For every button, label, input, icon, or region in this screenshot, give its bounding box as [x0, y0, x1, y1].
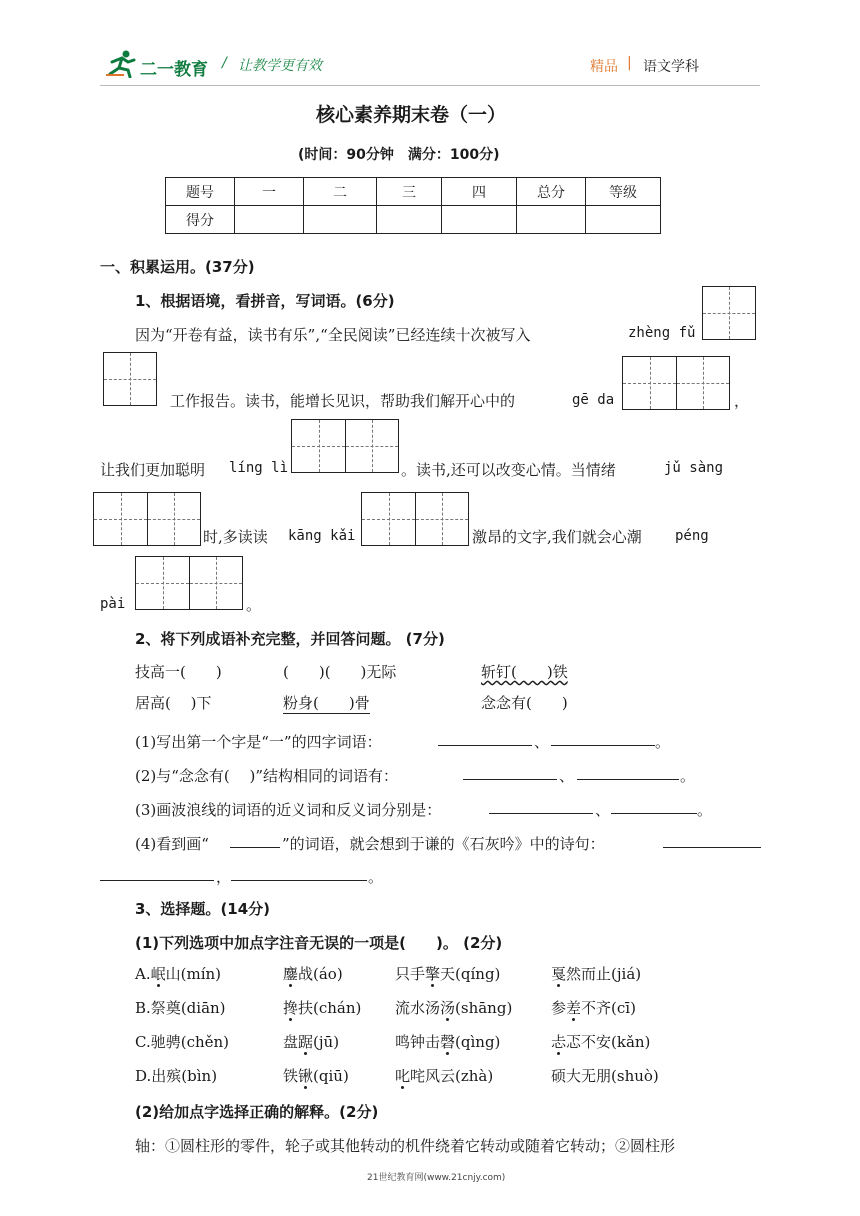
dotted-char: 差: [566, 999, 582, 1017]
q1-line3: 让我们更加聪明: [100, 461, 206, 479]
option-text: 硕: [551, 1067, 567, 1085]
answer-blank[interactable]: [438, 745, 532, 746]
option-label: D.: [135, 1067, 152, 1085]
dotted-char: 磬: [440, 1033, 456, 1051]
q2-sub3: (3)画波浪线的词语的近义词和反义词分别是：: [135, 801, 442, 819]
header-divider: |: [627, 55, 632, 71]
footer: 21世纪教育网(www.21cnjy.com): [367, 1173, 506, 1183]
score-input-cell[interactable]: [442, 206, 517, 234]
score-input-cell[interactable]: [517, 206, 586, 234]
option-text: 山(mín): [165, 965, 222, 983]
option-row-b: [135, 997, 695, 1018]
question-heading: 2、将下列成语补充完整，并回答问题。 (7分): [135, 630, 445, 648]
option-text: 然而止(jiá): [566, 965, 642, 983]
pinyin-pai: pài: [100, 596, 126, 612]
dotted-char: 忐: [551, 1033, 567, 1051]
option-text: 出: [151, 1067, 167, 1085]
answer-blank[interactable]: [577, 779, 679, 780]
page-title: 核心素养期末卷（一）: [316, 104, 507, 126]
q3-sub2: (2)给加点字选择正确的解释。(2分): [135, 1103, 379, 1121]
period: 。: [655, 733, 671, 751]
answer-blank[interactable]: [231, 880, 367, 881]
writing-grid[interactable]: [93, 492, 201, 546]
score-table-score-row: [166, 206, 661, 234]
period: 。: [680, 767, 696, 785]
option-text: 盘: [283, 1033, 299, 1051]
score-input-cell[interactable]: [586, 206, 661, 234]
table-cell: 二: [304, 178, 377, 206]
table-cell: 得分: [166, 206, 235, 234]
answer-blank[interactable]: [489, 813, 593, 814]
option-text: (shāng): [455, 999, 513, 1017]
question-heading: 1、根据语境，看拼音，写词语。(6分): [135, 292, 395, 310]
idiom-item: 居高( )下: [135, 694, 212, 712]
idiom-item-wavy: 斩钉( )铁: [481, 663, 568, 681]
q1-line2: 工作报告。读书，能增长见识，帮助我们解开心中的: [170, 392, 516, 410]
answer-blank[interactable]: [663, 847, 761, 848]
runner-logo-icon: [104, 48, 138, 78]
option-text: 大无朋(shuò): [566, 1067, 659, 1085]
writing-grid[interactable]: [702, 286, 756, 340]
option-row-d: [135, 1065, 695, 1086]
option-text: 殡(bìn): [166, 1067, 218, 1085]
header-slogan: 让教学更有效: [238, 58, 322, 74]
option-text: 不齐(cī): [581, 999, 636, 1017]
score-input-cell[interactable]: [377, 206, 442, 234]
table-cell: 三: [377, 178, 442, 206]
question-heading: 3、选择题。(14分): [135, 900, 271, 918]
option-text: (jū): [313, 1033, 340, 1051]
option-text: 骋(chěn): [165, 1033, 230, 1051]
idiom-item: ( )( )无际: [283, 663, 397, 681]
dotted-char: 锹: [298, 1067, 314, 1085]
idiom-item: 技高一( ): [135, 663, 222, 681]
page-subtitle: (时间：90分钟 满分：100分): [298, 147, 500, 163]
q3-sub1: (1)下列选项中加点字注音无误的一项是( )。 (2分): [135, 934, 503, 952]
dotted-char: 岷: [150, 965, 166, 983]
table-cell: 四: [442, 178, 517, 206]
idiom-item: 念念有( ): [481, 694, 568, 712]
dotted-char: 搀: [283, 999, 299, 1017]
q2-sub1: (1)写出第一个字是“一”的四字词语：: [135, 733, 382, 751]
option-text: 参: [551, 999, 567, 1017]
writing-grid[interactable]: [361, 492, 469, 546]
pinyin-lingli: líng lì: [229, 460, 289, 476]
table-cell: 一: [235, 178, 304, 206]
logo-text: 二一教育: [140, 60, 208, 80]
writing-grid[interactable]: [103, 352, 157, 406]
writing-grid[interactable]: [291, 419, 399, 473]
dotted-char: 踞: [298, 1033, 314, 1051]
score-input-cell[interactable]: [304, 206, 377, 234]
option-text: 奠(diān): [165, 999, 226, 1017]
answer-blank[interactable]: [551, 745, 655, 746]
pinyin-jusang: jǔ sàng: [664, 460, 724, 476]
option-text: 扶(chán): [298, 999, 362, 1017]
pinyin-zhengfu: zhèng fǔ: [628, 325, 696, 341]
axis-definition: 轴：①圆柱形的零件，轮子或其他转动的机件绕着它转动或随着它转动；②圆柱形: [135, 1137, 676, 1155]
option-text: 鸣钟击: [395, 1033, 441, 1051]
option-text: 祭: [150, 999, 166, 1017]
score-input-cell[interactable]: [235, 206, 304, 234]
dotted-char: 擎: [425, 965, 441, 983]
section-heading: 一、积累运用。(37分): [100, 258, 255, 276]
answer-blank[interactable]: [230, 847, 280, 848]
dotted-char: 戛: [551, 965, 567, 983]
header-rule: [100, 85, 760, 86]
dotted-char: 叱: [395, 1067, 411, 1085]
option-text: (qìng): [455, 1033, 501, 1051]
option-label: C.: [135, 1033, 151, 1051]
subject-label: 语文学科: [643, 59, 699, 75]
option-text: 咤风云(zhà): [410, 1067, 494, 1085]
period: 。: [368, 868, 384, 886]
option-text: 战(áo): [298, 965, 343, 983]
pinyin-peng: péng: [675, 528, 709, 544]
option-text: 流水汤: [395, 999, 441, 1017]
writing-grid[interactable]: [135, 556, 243, 610]
comma: ，: [216, 868, 232, 886]
period: 。: [697, 801, 713, 819]
header-separator: /: [222, 55, 227, 71]
option-row-a: [135, 963, 695, 984]
sep: 、: [595, 801, 611, 819]
logo: [104, 48, 138, 78]
option-text: 天(qíng): [440, 965, 501, 983]
option-text: (qiū): [313, 1067, 349, 1085]
q2-sub4a: (4)看到画“: [135, 835, 209, 853]
score-table: [165, 177, 661, 234]
pinyin-geda: gē da: [572, 392, 615, 408]
pinyin-kangkai: kāng kǎi: [288, 528, 356, 544]
score-table-header-row: [166, 178, 661, 206]
q2-sub4b: ”的词语，就会想到于谦的《石灰吟》中的诗句：: [282, 835, 605, 853]
answer-blank[interactable]: [611, 813, 697, 814]
period: 。: [246, 596, 262, 614]
writing-grid[interactable]: [622, 356, 730, 410]
sep: 、: [559, 767, 575, 785]
option-text: 只手: [395, 965, 426, 983]
idiom-item-underlined: 粉身( )骨: [283, 694, 370, 712]
q1-line4b: 激昂的文字,我们就会心潮: [472, 528, 642, 546]
comma: ，: [734, 392, 750, 410]
answer-blank[interactable]: [100, 880, 214, 881]
option-label: B.: [135, 999, 151, 1017]
option-row-c: [135, 1031, 695, 1052]
option-label: A.: [135, 965, 151, 983]
q1-line3b: 。读书,还可以改变心情。当情绪: [401, 461, 616, 479]
dotted-char: 汤: [440, 999, 456, 1017]
option-text: 驰: [150, 1033, 166, 1051]
option-text: 忑不安(kǎn): [566, 1033, 651, 1051]
q2-sub2: (2)与“念念有( )”结构相同的词语有：: [135, 767, 399, 785]
dotted-char: 鏖: [283, 965, 299, 983]
table-cell: 题号: [166, 178, 235, 206]
answer-blank[interactable]: [463, 779, 557, 780]
q1-line1: 因为“开卷有益，读书有乐”,“全民阅读”已经连续十次被写入: [135, 326, 531, 344]
sep: 、: [534, 733, 550, 751]
q1-line4: 时,多读读: [203, 528, 268, 546]
table-cell: 等级: [586, 178, 661, 206]
table-cell: 总分: [517, 178, 586, 206]
option-text: 铁: [283, 1067, 299, 1085]
quality-label: 精品: [590, 59, 618, 75]
